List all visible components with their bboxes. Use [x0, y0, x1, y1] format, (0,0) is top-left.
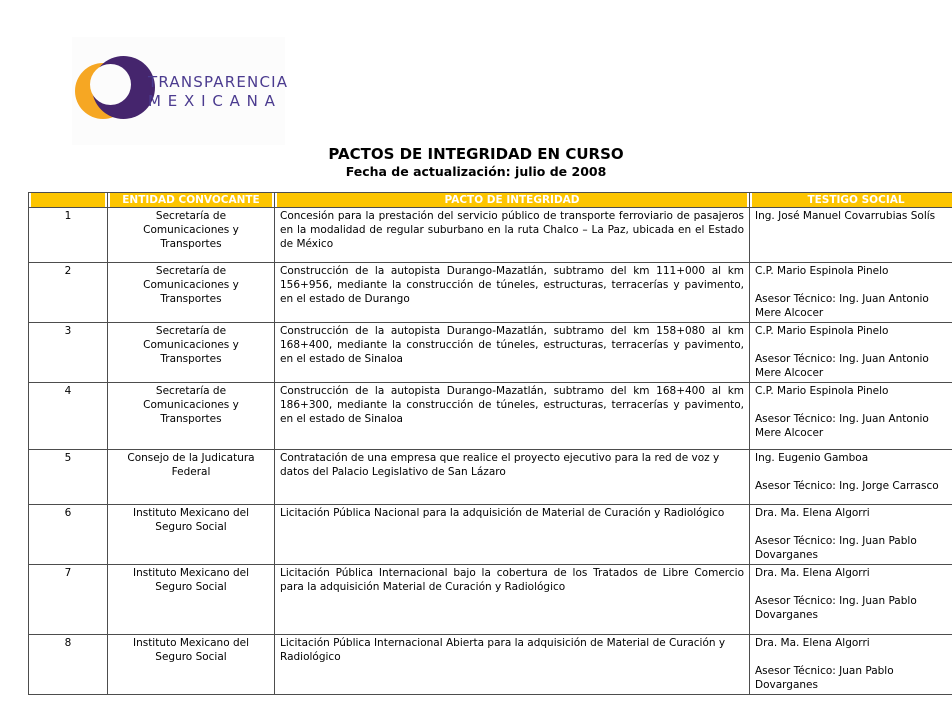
row-number-cell: 4: [29, 383, 108, 450]
pacto-integridad-cell: Construcción de la autopista Durango-Mazatlán, subtramo del km 158+080 al km 168+400, mediante la construcción de túneles, estructuras, terracerías y pavimento, en el estado de Sinaloa: [275, 323, 750, 383]
row-number-cell: 5: [29, 450, 108, 505]
testigo-line: [755, 338, 952, 352]
entidad-convocante-cell: Secretaría de Comunicaciones y Transportes: [108, 323, 275, 383]
testigo-line: Asesor Técnico: Juan Pablo Dovarganes: [755, 665, 894, 691]
table-row: [29, 323, 952, 383]
testigo-social-cell: [750, 383, 952, 450]
transparencia-logo: [72, 37, 289, 145]
header-cell-testigo: TESTIGO SOCIAL: [750, 193, 952, 208]
logo-text-line1: TRANSPARENCIA: [148, 73, 289, 91]
header-cell-pacto: PACTO DE INTEGRIDAD: [275, 193, 750, 208]
testigo-line: Asesor Técnico: Ing. Juan Pablo Dovarganes: [755, 595, 917, 621]
logo-wordmark: [148, 73, 288, 111]
testigo-social-cell: [750, 565, 952, 635]
testigo-social-cell: [750, 323, 952, 383]
table-row: [29, 383, 952, 450]
row-number-cell: 2: [29, 263, 108, 323]
entidad-convocante-cell: Secretaría de Comunicaciones y Transportes: [108, 383, 275, 450]
testigo-line: Asesor Técnico: Ing. Juan Antonio Mere Alcocer: [755, 353, 929, 379]
table-row: [29, 208, 952, 263]
testigo-line: [755, 650, 952, 664]
testigo-line: Ing. Eugenio Gamboa: [755, 452, 869, 464]
testigo-line: Dra. Ma. Elena Algorri: [755, 507, 870, 519]
row-number-cell: 3: [29, 323, 108, 383]
row-number-cell: 8: [29, 635, 108, 695]
pacto-integridad-cell: Concesión para la prestación del servicio público de transporte ferroviario de pasajeros en la modalidad de regular suburbano en la ruta Chalco – La Paz, ubicada en el Estado de México: [275, 208, 750, 263]
testigo-line: [755, 580, 952, 594]
testigo-social-cell: [750, 505, 952, 565]
entidad-convocante-cell: Instituto Mexicano del Seguro Social: [108, 505, 275, 565]
testigo-line: Dra. Ma. Elena Algorri: [755, 637, 870, 649]
testigo-social-cell: [750, 208, 952, 263]
pacto-integridad-cell: Construcción de la autopista Durango-Mazatlán, subtramo del km 111+000 al km 156+956, mediante la construcción de túneles, estructuras, terracerías y pavimento, en el estado de Durango: [275, 263, 750, 323]
table-row: [29, 505, 952, 565]
testigo-social-cell: [750, 450, 952, 505]
testigo-line: [755, 465, 952, 479]
testigo-line: [755, 278, 952, 292]
pacto-integridad-cell: Licitación Pública Internacional bajo la cobertura de los Tratados de Libre Comercio para la adquisición Material de Curación y Radiológico: [275, 565, 750, 635]
entidad-convocante-cell: Secretaría de Comunicaciones y Transportes: [108, 263, 275, 323]
pacto-integridad-cell: Contratación de una empresa que realice el proyecto ejecutivo para la red de voz y datos del Palacio Legislativo de San Lázaro: [275, 450, 750, 505]
testigo-line: Asesor Técnico: Ing. Juan Antonio Mere Alcocer: [755, 413, 929, 439]
pacto-integridad-cell: Construcción de la autopista Durango-Mazatlán, subtramo del km 168+400 al km 186+300, mediante la construcción de túneles, estructuras, terracerías y pavimento, en el estado de Sinaloa: [275, 383, 750, 450]
table-row: [29, 565, 952, 635]
header-row: [29, 193, 952, 208]
page-subtitle: Fecha de actualización: julio de 2008: [345, 164, 607, 179]
testigo-line: Ing. José Manuel Covarrubias Solís: [755, 210, 936, 222]
table-row: [29, 450, 952, 505]
header-cell-num: [29, 193, 108, 208]
testigo-line: Dra. Ma. Elena Algorri: [755, 567, 870, 579]
testigo-line: C.P. Mario Espinola Pinelo: [755, 265, 889, 277]
page-title: PACTOS DE INTEGRIDAD EN CURSO: [328, 145, 624, 163]
entidad-convocante-cell: Instituto Mexicano del Seguro Social: [108, 635, 275, 695]
entidad-convocante-cell: Secretaría de Comunicaciones y Transportes: [108, 208, 275, 263]
table-header: [29, 193, 952, 208]
pacto-integridad-cell: Licitación Pública Nacional para la adquisición de Material de Curación y Radiológico: [275, 505, 750, 565]
testigo-social-cell: [750, 263, 952, 323]
testigo-line: Asesor Técnico: Ing. Jorge Carrasco: [755, 480, 939, 492]
testigo-line: [755, 398, 952, 412]
testigo-line: Asesor Técnico: Ing. Juan Antonio Mere Alcocer: [755, 293, 929, 319]
testigo-line: Asesor Técnico: Ing. Juan Pablo Dovarganes: [755, 535, 917, 561]
table-body: [29, 208, 952, 695]
logo-text-line2: MEXICANA: [148, 92, 282, 110]
pacto-integridad-cell: Licitación Pública Internacional Abierta para la adquisición de Material de Curación y Radiológico: [275, 635, 750, 695]
crescent-white-shape: [90, 64, 131, 105]
entidad-convocante-cell: Instituto Mexicano del Seguro Social: [108, 565, 275, 635]
testigo-line: C.P. Mario Espinola Pinelo: [755, 325, 889, 337]
testigo-social-cell: [750, 635, 952, 695]
row-number-cell: 6: [29, 505, 108, 565]
row-number-cell: 7: [29, 565, 108, 635]
title-block: [0, 145, 952, 180]
row-number-cell: 1: [29, 208, 108, 263]
testigo-line: [755, 520, 952, 534]
pactos-table: [28, 192, 952, 695]
header-cell-entidad: ENTIDAD CONVOCANTE: [108, 193, 275, 208]
testigo-line: C.P. Mario Espinola Pinelo: [755, 385, 889, 397]
entidad-convocante-cell: Consejo de la Judicatura Federal: [108, 450, 275, 505]
table-row: [29, 635, 952, 695]
table-row: [29, 263, 952, 323]
